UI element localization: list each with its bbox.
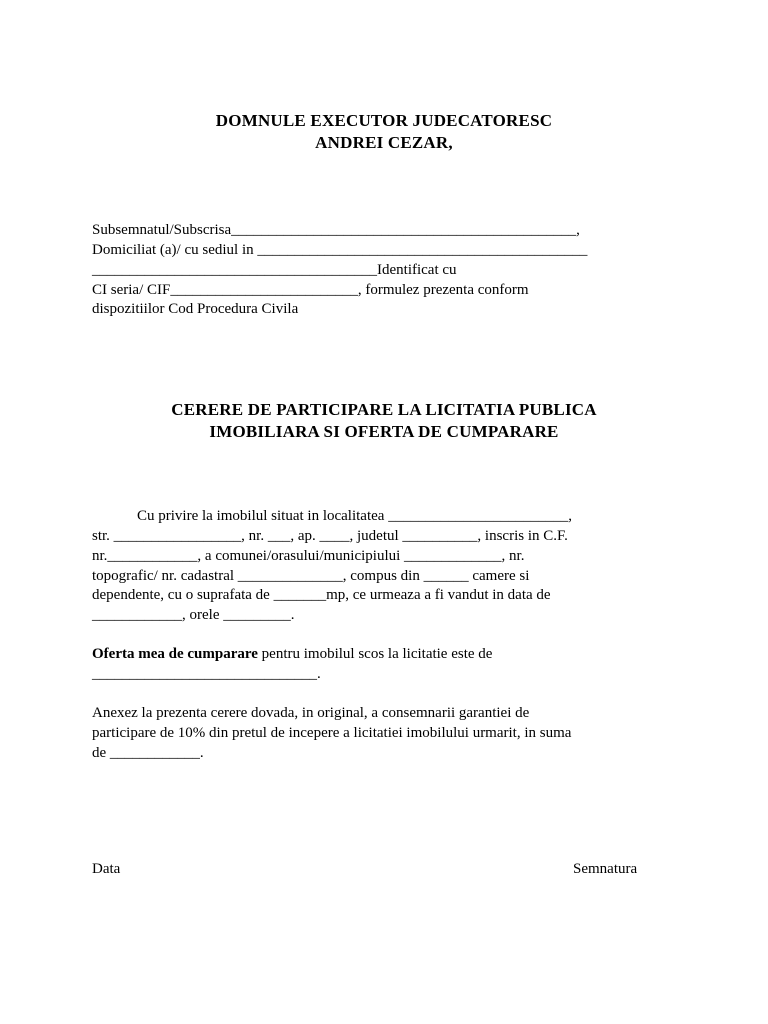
date-label: Data [92,861,121,877]
identification-line: dispozitiilor Cod Procedura Civila [92,301,299,317]
property-paragraph-line: str. _________________, nr. ___, ap. ____, judetul __________, inscris in C.F. [92,528,568,544]
annex-paragraph-line: de ____________. [92,745,204,761]
identification-line: CI seria/ CIF_________________________, formulez prezenta conform [92,282,529,298]
addressee-title-line1: DOMNULE EXECUTOR JUDECATORESC [215,111,553,130]
signature-label: Semnatura [573,861,638,877]
request-title-line1: CERERE DE PARTICIPARE LA LICITATIA PUBLICA [171,400,597,419]
property-paragraph-line: dependente, cu o suprafata de _______mp, ce urmeaza a fi vandut in data de [92,587,551,603]
annex-paragraph-line: Anexez la prezenta cerere dovada, in original, a consemnarii garantiei de [92,705,530,721]
property-paragraph-line: topografic/ nr. cadastral ______________, compus din ______ camere si [92,568,530,584]
identification-line: Domiciliat (a)/ cu sediul in ____________________________________________ [92,242,588,258]
identification-line: ______________________________________Identificat cu [92,262,457,278]
addressee-title-line2: ANDREI CEZAR, [315,133,453,152]
offer-text: pentru imobilul scos la licitatie este de [257,646,493,662]
identification-line: Subsemnatul/Subscrisa______________________________________________, [92,222,580,238]
offer-line [92,644,492,664]
property-paragraph-line: ____________, orele _________. [92,607,295,623]
offer-bold-label: Oferta mea de cumparare [92,646,258,662]
annex-paragraph-line: participare de 10% din pretul de incepere a licitatiei imobilului urmarit, in suma [92,725,572,741]
property-paragraph-line: nr.____________, a comunei/orasului/municipiului _____________, nr. [92,548,525,564]
property-paragraph-line: Cu privire la imobilul situat in localitatea ________________________, [137,508,572,524]
offer-blank-line: ______________________________. [92,666,321,682]
request-title-line2: IMOBILIARA SI OFERTA DE CUMPARARE [209,422,559,441]
